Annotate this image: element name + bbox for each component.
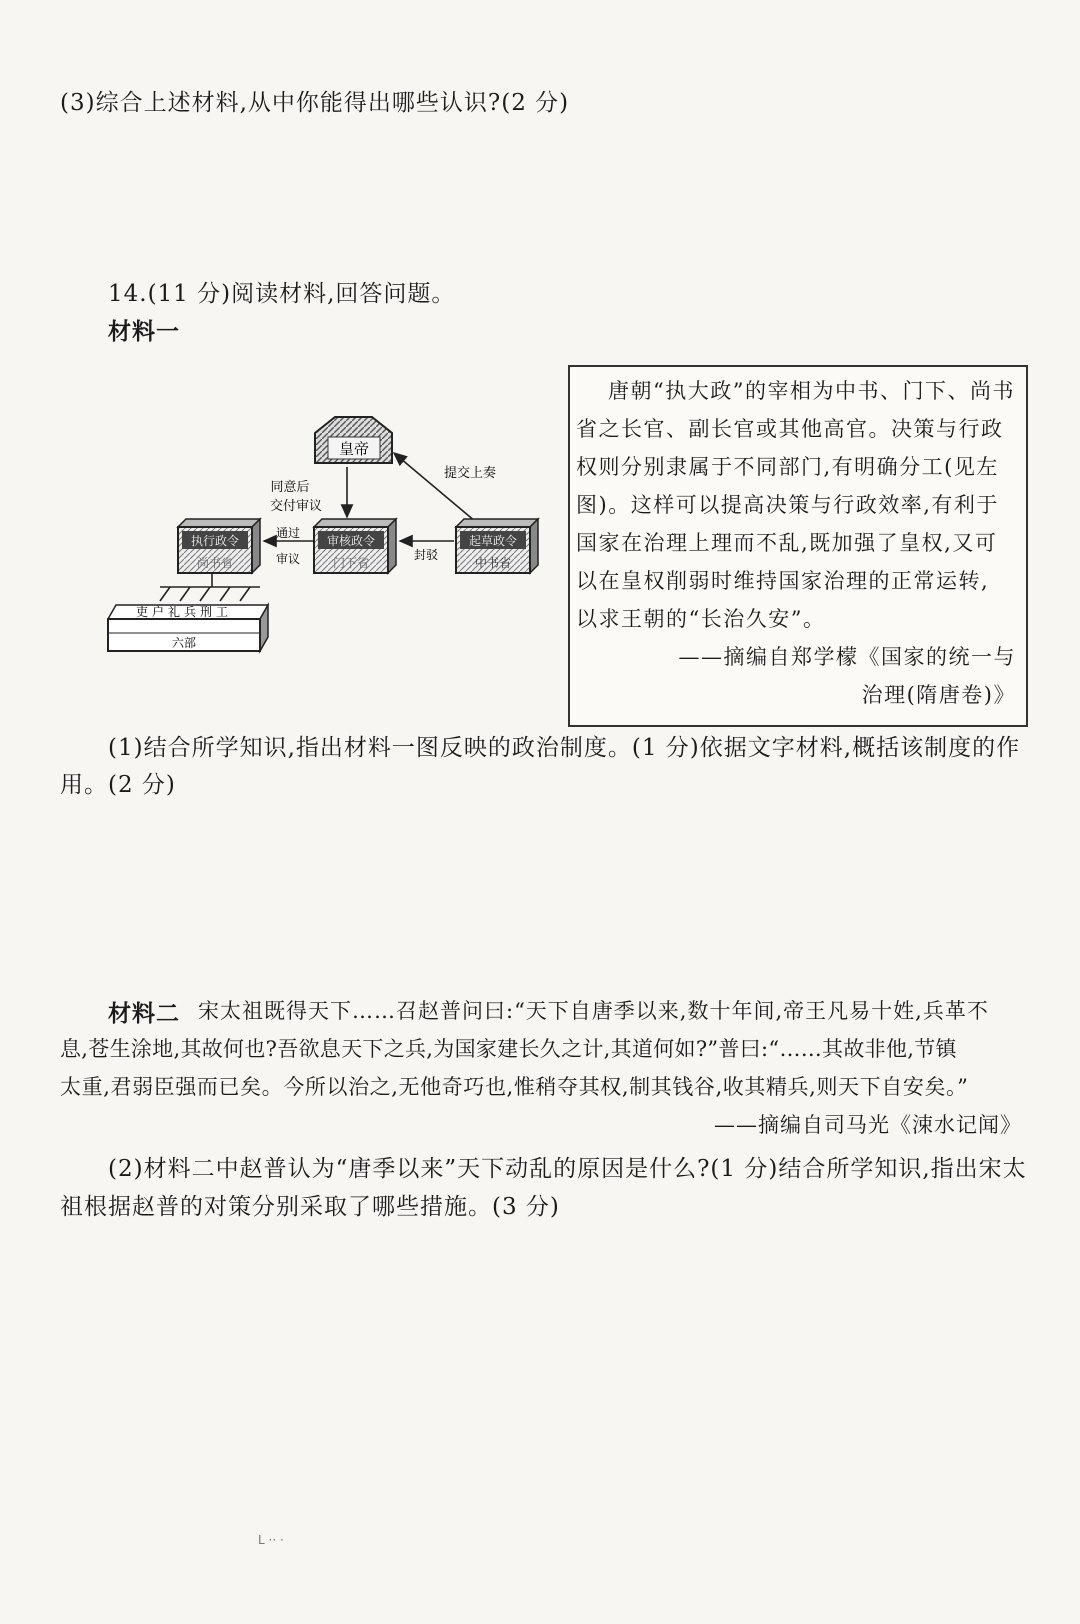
shangshu-block [178, 519, 260, 573]
material-2-line: 息,苍生涂地,其故何也?吾欲息天下之兵,为国家建长久之计,其道何如?”普曰:“……其故非他,节镇 [60, 1037, 957, 1061]
material-2-line: 宋太祖既得天下……召赵普问曰:“天下自唐季以来,数十年间,帝王凡易十姓,兵革不 [198, 999, 989, 1023]
arrow-label-reject: 封驳 [413, 548, 439, 562]
question-3-text: (3)综合上述材料,从中你能得出哪些认识?(2 分) [60, 90, 570, 116]
footer-mark: L ·· · [258, 1533, 284, 1547]
emperor-label: 皇帝 [338, 440, 370, 458]
sub-question-2-line-1: (2)材料二中赵普认为“唐季以来”天下动乱的原因是什么?(1 分)结合所学知识,指出宋太 [108, 1156, 1027, 1182]
material-1-line: 以求王朝的“长治久安”。 [576, 607, 826, 631]
sub-question-2-line-2: 祖根据赵普的对策分别采取了哪些措施。(3 分) [60, 1194, 560, 1220]
menxia-block [314, 519, 396, 573]
six-ministries-bottom: 六部 [171, 636, 197, 650]
menxia-top: 审核政令 [326, 534, 376, 548]
six-ministries-block [108, 604, 268, 651]
material-1-line: 唐朝“执大政”的宰相为中书、门下、尚书 [608, 379, 1015, 403]
left-caption-1: 同意后 [270, 480, 310, 495]
zhongshu-block [456, 519, 538, 573]
material-1-line: 国家在治理上理而不乱,既加强了皇权,又可 [576, 531, 998, 555]
material-2-label: 材料二 [108, 1000, 180, 1027]
material-1-box [568, 365, 1028, 727]
arrow-label-review: 审议 [275, 552, 301, 566]
six-ministries-top: 吏户礼兵刑工 [135, 605, 233, 619]
material-1-source-2: 治理(隋唐卷)》 [861, 683, 1016, 707]
material-1-line: 图)。这样可以提高决策与行政效率,有利于 [576, 493, 999, 517]
material-1-line: 权则分别隶属于不同部门,有明确分工(见左 [576, 455, 999, 479]
material-1-label: 材料一 [108, 318, 180, 345]
shangshu-top: 执行政令 [190, 534, 240, 548]
sub-question-1-line-1: (1)结合所学知识,指出材料一图反映的政治制度。(1 分)依据文字材料,概括该制度的作 [108, 735, 1021, 761]
left-caption-2: 交付审议 [269, 499, 323, 514]
emperor-block [315, 417, 392, 463]
zhongshu-bottom: 中书省 [474, 556, 512, 570]
arrow-label-pass: 通过 [275, 526, 301, 540]
shangshu-bottom: 尚书省 [196, 556, 234, 570]
sub-question-1-line-2: 用。(2 分) [60, 772, 176, 798]
three-departments-diagram [100, 415, 570, 685]
material-1-source-1: ——摘编自郑学檬《国家的统一与 [678, 645, 1016, 669]
question-14-header: 14.(11 分)阅读材料,回答问题。 [108, 281, 456, 307]
right-caption: 提交上奏 [443, 466, 497, 481]
material-2-source: ——摘编自司马光《涑水记闻》 [714, 1113, 1022, 1137]
material-1-line: 省之长官、副长官或其他高官。决策与行政 [576, 417, 1004, 441]
connector-lines [160, 573, 260, 601]
material-2-line: 太重,君弱臣强而已矣。今所以治之,无他奇巧也,惟稍夺其权,制其钱谷,收其精兵,则天下自安矣。” [60, 1075, 969, 1099]
material-1-line: 以在皇权削弱时维持国家治理的正常运转, [576, 569, 990, 593]
zhongshu-top: 起草政令 [468, 534, 518, 548]
menxia-bottom: 门下省 [332, 556, 370, 570]
arrow-zhongshu-to-emperor [394, 453, 482, 527]
